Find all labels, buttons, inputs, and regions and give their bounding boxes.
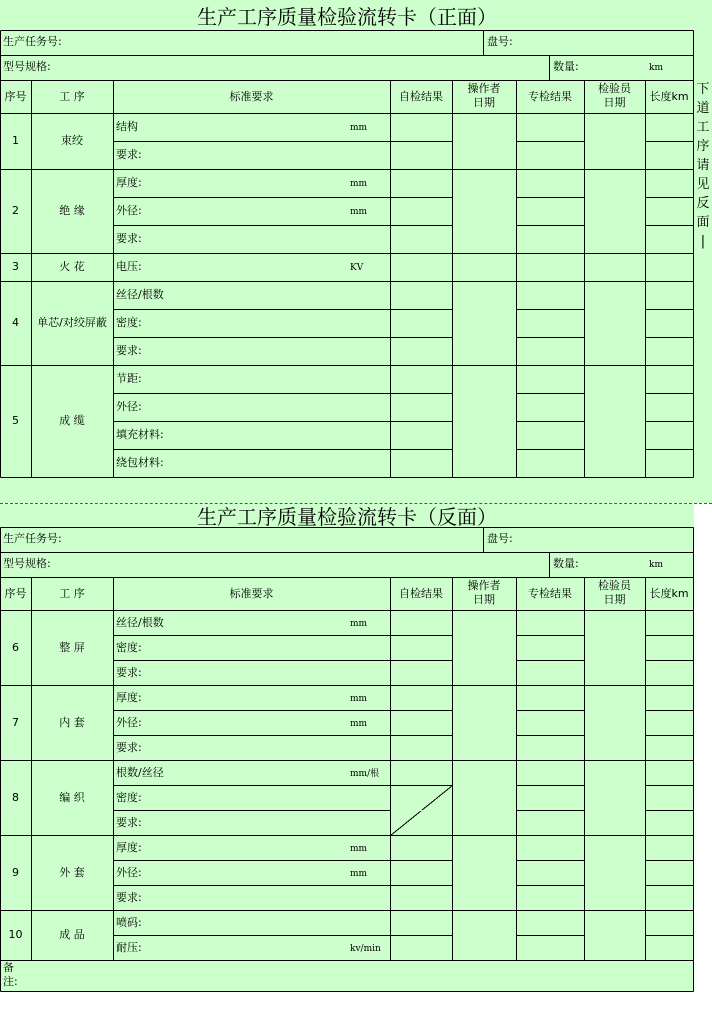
front-header-3: 自检结果: [399, 89, 443, 103]
front-row-label: 绕包材料:: [116, 456, 164, 469]
back-process-7: 内 套: [59, 715, 85, 729]
back-header-2: 标准要求: [229, 586, 274, 600]
back-header-inspector-date: 日期: [603, 593, 626, 606]
front-row-label: 节距:: [116, 372, 142, 385]
back-qty-label: 数量:: [553, 557, 579, 570]
front-row-unit: mm: [350, 207, 368, 217]
back-row-unit: mm: [350, 868, 368, 879]
side-note-char: 序: [696, 139, 710, 154]
back-task-label: 生产任务号:: [3, 532, 62, 545]
back-seq-7: 7: [12, 715, 19, 729]
side-note-char: 工: [696, 120, 710, 135]
side-note-char: 请: [696, 158, 710, 173]
back-row-label: 耐压:: [116, 940, 142, 954]
remark-label-1: 备: [3, 961, 14, 974]
front-header-operator: 操作者: [467, 82, 501, 95]
front-row-label: 电压:: [116, 260, 142, 273]
front-row-label: 丝径/根数: [116, 288, 164, 301]
back-process-9: 外 套: [59, 865, 85, 879]
back-process-8: 编 织: [59, 790, 85, 804]
front-process-5: 成 缆: [59, 414, 85, 427]
front-header-1: 工 序: [59, 89, 85, 103]
back-header-operator-date: 日期: [473, 593, 495, 606]
front-task-label: 生产任务号:: [3, 35, 62, 48]
back-row-label: 根数/丝径: [116, 765, 164, 779]
back-process-10: 成 品: [59, 928, 85, 941]
front-process-3: 火 花: [59, 260, 85, 273]
front-process-1: 束绞: [61, 134, 83, 147]
front-row-label: 密度:: [116, 316, 142, 329]
back-qty-unit: km: [649, 560, 663, 570]
back-row-label: 密度:: [116, 790, 142, 804]
back-row-label: 要求:: [116, 665, 142, 679]
front-seq-1: 1: [12, 134, 19, 147]
front-header-0: 序号: [4, 89, 27, 103]
front-seq-2: 2: [12, 204, 19, 217]
front-seq-4: 4: [12, 316, 19, 329]
back-row-label: 密度:: [116, 640, 142, 654]
back-header-operator: 操作者: [467, 579, 501, 592]
front-title: 生产工序质量检验流转卡（正面）: [197, 5, 497, 29]
back-row-unit: mm: [350, 693, 368, 704]
back-reel-label: 盘号:: [487, 532, 513, 545]
side-note-char: 下: [696, 82, 710, 97]
back-row-label: 外径:: [116, 865, 142, 879]
side-note-char: |: [700, 234, 706, 249]
front-model-label: 型号规格:: [3, 60, 51, 73]
back-row-label: 要求:: [116, 815, 142, 829]
side-note-char: 反: [696, 196, 710, 211]
front-seq-3: 3: [12, 260, 19, 273]
front-header-4: 专检结果: [528, 89, 572, 103]
back-header-5: 长度km: [649, 586, 689, 600]
back-row-label: 厚度:: [116, 840, 142, 854]
back-row-label: 要求:: [116, 740, 142, 754]
back-header-4: 专检结果: [528, 586, 572, 600]
front-header-2: 标准要求: [229, 89, 274, 103]
front-row-unit: mm: [350, 123, 368, 133]
back-row-label: 外径:: [116, 715, 142, 729]
back-row-label: 喷码:: [116, 915, 142, 929]
back-row-label: 厚度:: [116, 690, 142, 704]
front-row-label: 外径:: [116, 204, 142, 217]
back-seq-6: 6: [12, 640, 19, 654]
side-note-char: 见: [696, 177, 710, 192]
side-note-char: 道: [696, 101, 710, 116]
front-row-label: 要求:: [116, 148, 142, 161]
back-row-label: 丝径/根数: [116, 615, 164, 629]
back-row-label: 要求:: [116, 890, 142, 904]
front-row-label: 填充材料:: [116, 428, 164, 441]
back-row-unit: mm: [350, 618, 368, 629]
front-qty-unit: km: [649, 63, 663, 73]
remark-label-2: 注:: [3, 975, 18, 988]
front-row-unit: mm: [350, 179, 368, 189]
front-row-label: 外径:: [116, 400, 142, 413]
back-model-label: 型号规格:: [3, 557, 51, 570]
front-header-inspector: 检验员: [598, 82, 631, 95]
back-row-unit: mm: [350, 718, 368, 729]
back-row-unit: mm: [350, 843, 368, 854]
back-header-1: 工 序: [59, 586, 85, 600]
back-process-6: 整 屏: [59, 640, 85, 654]
front-header-5: 长度km: [649, 89, 689, 103]
back-seq-8: 8: [12, 790, 19, 804]
back-row-unit: kv/min: [350, 943, 381, 954]
front-qty-label: 数量:: [553, 60, 579, 73]
front-row-label: 厚度:: [116, 176, 142, 189]
back-header-3: 自检结果: [399, 586, 443, 600]
front-row-unit: KV: [350, 263, 364, 273]
back-seq-9: 9: [12, 865, 19, 879]
front-reel-label: 盘号:: [487, 35, 513, 48]
front-header-operator-date: 日期: [473, 96, 495, 109]
back-header-0: 序号: [4, 586, 27, 600]
back-title: 生产工序质量检验流转卡（反面）: [197, 505, 497, 529]
front-row-label: 结构: [116, 120, 138, 133]
front-header-inspector-date: 日期: [603, 96, 626, 109]
back-seq-10: 10: [8, 928, 23, 941]
back-row-unit: mm/根: [350, 768, 380, 779]
front-process-2: 绝 缘: [59, 204, 85, 217]
front-row-label: 要求:: [116, 344, 142, 357]
front-seq-5: 5: [12, 414, 19, 427]
back-header-inspector: 检验员: [598, 579, 631, 592]
front-process-4: 单芯/对绞屏蔽: [37, 316, 107, 329]
side-note-char: 面: [696, 215, 710, 230]
front-row-label: 要求:: [116, 232, 142, 245]
